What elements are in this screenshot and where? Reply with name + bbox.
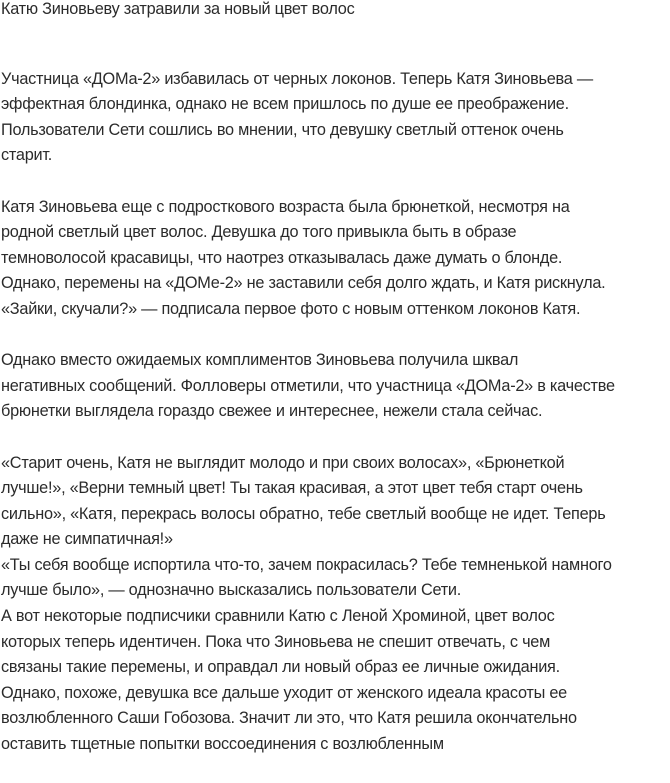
article-title: Катю Зиновьеву затравили за новый цвет волос bbox=[1, 0, 355, 18]
text-line: лучше!», «Верни темный цвет! Ты такая красивая, а этот цвет тебя старт очень bbox=[1, 479, 583, 498]
text-line: темноволосой красавицы, что наотрез отказывалась даже думать о блонде. bbox=[1, 248, 563, 267]
text-line: сильно», «Катя, перекрась волосы обратно, тебе светлый вообще не идет. Теперь bbox=[1, 504, 606, 523]
text-line: родной светлый цвет волос. Девушка до того привыкла быть в образе bbox=[1, 223, 517, 242]
paragraph bbox=[1, 348, 670, 425]
text-line: Катя Зиновьева еще с подросткового возраста была брюнеткой, несмотря на bbox=[1, 197, 570, 216]
text-line: старит. bbox=[1, 146, 53, 165]
text-line: связаны такие перемены, и оправдал ли новый образ ее личные ожидания. bbox=[1, 658, 560, 677]
text-line: Пользователи Сети сошлись во мнении, что девушку светлый оттенок очень bbox=[1, 120, 564, 139]
text-line: «Старит очень, Катя не выглядит молодо и при своих волосах», «Брюнеткой bbox=[1, 453, 565, 472]
text-line: возлюбленного Саши Гобозова. Значит ли это, что Катя решила окончательно bbox=[1, 709, 577, 728]
article-body bbox=[1, 67, 670, 758]
text-line: «Ты себя вообще испортила что-то, зачем покрасилась? Тебе темненькой намного bbox=[1, 555, 612, 574]
text-line: которых теперь идентичен. Пока что Зиновьева не спешит отвечать, с чем bbox=[1, 632, 551, 651]
paragraph bbox=[1, 67, 670, 169]
text-line: брюнетки выглядела гораздо свежее и интереснее, нежели стала сейчас. bbox=[1, 402, 543, 421]
paragraph bbox=[1, 195, 670, 323]
text-line: Однако, похоже, девушка все дальше уходит от женского идеала красоты ее bbox=[1, 683, 567, 702]
article bbox=[1, 0, 670, 783]
text-line: оставить тщетные попытки воссоединения с возлюбленным bbox=[1, 735, 444, 754]
text-line: даже не симпатичная!» bbox=[1, 530, 173, 549]
text-line: эффектная блондинка, однако не всем пришлось по душе ее преображение. bbox=[1, 95, 569, 114]
text-line: лучше было», — однозначно высказались пользователи Сети. bbox=[1, 581, 462, 600]
text-line: Однако вместо ожидаемых комплиментов Зиновьева получила шквал bbox=[1, 351, 519, 370]
text-line: Участница «ДОМа-2» избавилась от черных локонов. Теперь Катя Зиновьева — bbox=[1, 69, 593, 88]
text-line: «Зайки, скучали?» — подписала первое фото с новым оттенком локонов Катя. bbox=[1, 299, 581, 318]
text-line: А вот некоторые подписчики сравнили Катю с Леной Хроминой, цвет волос bbox=[1, 607, 555, 626]
text-line: негативных сообщений. Фолловеры отметили, что участница «ДОМа-2» в качестве bbox=[1, 376, 615, 395]
text-line: Однако, перемены на «ДОМе-2» не заставили себя долго ждать, и Катя рискнула. bbox=[1, 274, 606, 293]
